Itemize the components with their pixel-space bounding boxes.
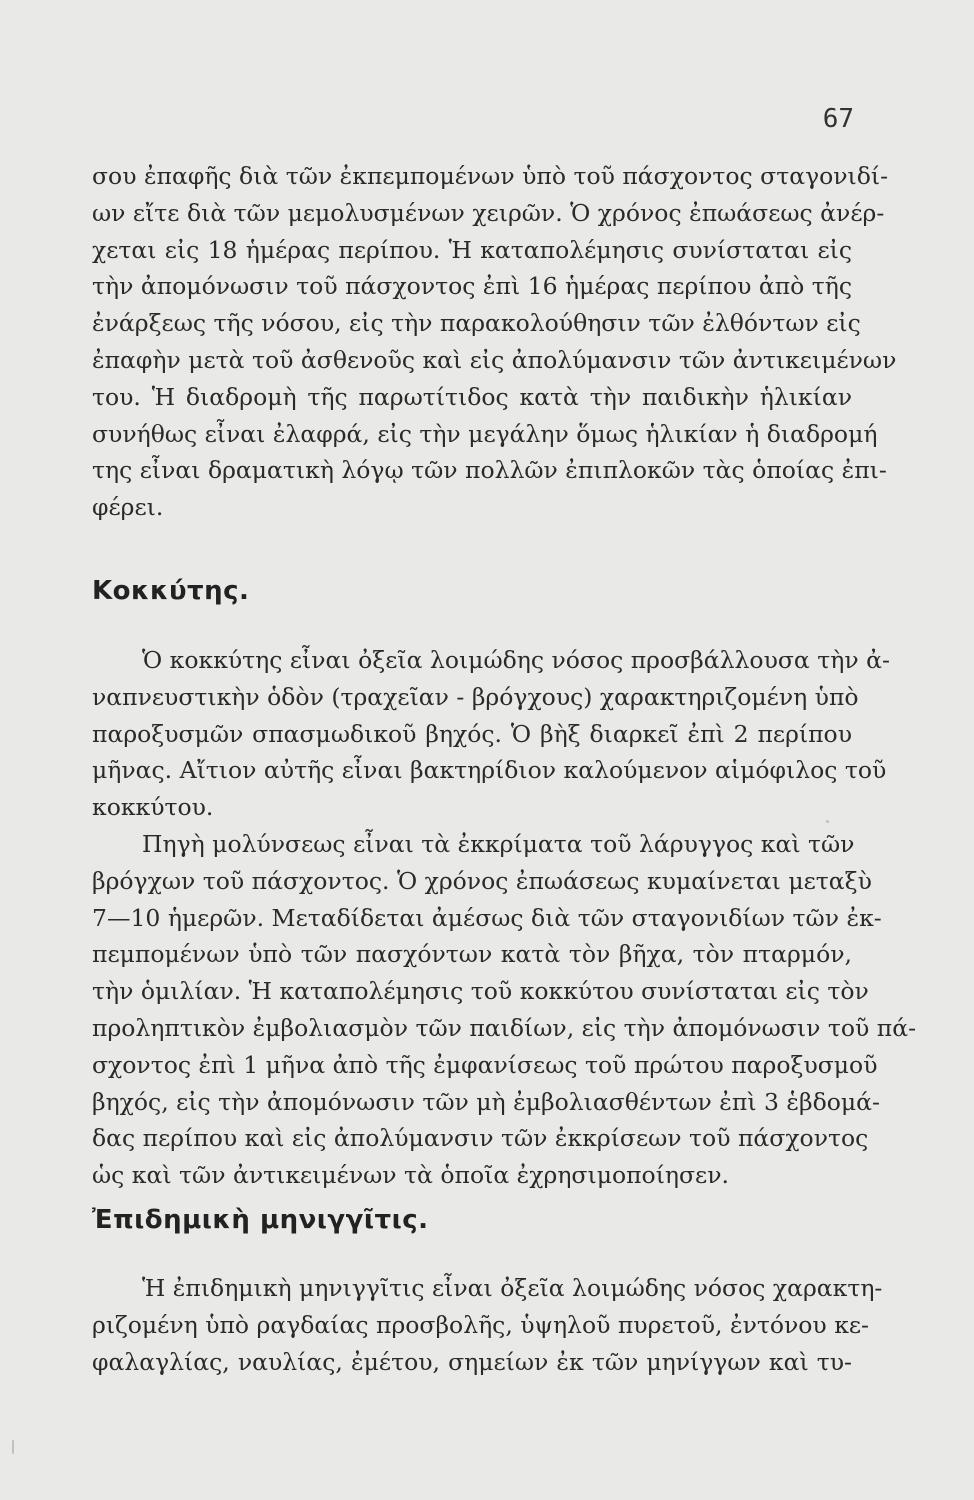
- text-line: Πηγὴ μολύνσεως εἶναι τὰ ἐκκρίματα τοῦ λάρυγγος καὶ τῶν: [142, 829, 855, 858]
- text-line: ἐπαφὴν μετὰ τοῦ ἀσθενοῦς καὶ εἰς ἀπολύμανσιν τῶν ἀντικειμένων: [92, 345, 897, 374]
- scan-speck: [12, 1440, 14, 1454]
- page-number: 67: [822, 104, 854, 134]
- text-line: χεται εἰς 18 ἡμέρας περίπου. Ἡ καταπολέμησις συνίσταται εἰς: [92, 235, 852, 264]
- section-heading-meningitis: Ἐπιδημικὴ μηνιγγῖτις.: [92, 1205, 429, 1235]
- text-line: φέρει.: [92, 493, 164, 522]
- text-line: του. Ἡ διαδρομὴ τῆς παρωτίτιδος κατὰ τὴν παιδικὴν ἡλικίαν: [92, 382, 852, 411]
- text-line: σχοντος ἐπὶ 1 μῆνα ἀπὸ τῆς ἐμφανίσεως τοῦ πρώτου παροξυσμοῦ: [92, 1050, 878, 1079]
- text-line: της εἶναι δραματικὴ λόγῳ τῶν πολλῶν ἐπιπλοκῶν τὰς ὁποίας ἐπι-: [92, 456, 887, 485]
- meningitis-paragraph: [92, 1270, 883, 1380]
- kokkytis-paragraph: [92, 642, 917, 1194]
- text-line: τὴν ἀπομόνωσιν τοῦ πάσχοντος ἐπὶ 16 ἡμέρας περίπου ἀπὸ τῆς: [92, 272, 853, 301]
- text-line: φαλαγλίας, ναυλίας, ἐμέτου, σημείων ἐκ τῶν μηνίγγων καὶ τυ-: [92, 1347, 852, 1376]
- text-line: 7—10 ἡμερῶν. Μεταδίδεται ἀμέσως διὰ τῶν σταγονιδίων τῶν ἐκ-: [92, 903, 882, 932]
- text-line: πεμπομένων ὑπὸ τῶν πασχόντων κατὰ τὸν βῆχα, τὸν πταρμόν,: [92, 940, 852, 969]
- text-line: μῆνας. Αἴτιον αὐτῆς εἶναι βακτηρίδιον καλούμενον αἱμόφιλος τοῦ: [92, 756, 887, 785]
- text-line: σου ἐπαφῆς διὰ τῶν ἐκπεμπομένων ὑπὸ τοῦ πάσχοντος σταγονιδί-: [92, 162, 889, 190]
- text-line: συνήθως εἶναι ἐλαφρά, εἰς τὴν μεγάλην ὅμως ἡλικίαν ἡ διαδρομή: [92, 419, 878, 448]
- text-line: ὡς καὶ τῶν ἀντικειμένων τὰ ὁποῖα ἐχρησιμοποίησεν.: [92, 1161, 729, 1190]
- text-line: ων εἴτε διὰ τῶν μεμολυσμένων χειρῶν. Ὁ χρόνος ἐπωάσεως ἀνέρ-: [92, 198, 885, 227]
- section-heading-kokkytis: Κοκκύτης.: [92, 576, 250, 606]
- text-line: ναπνευστικὴν ὁδὸν (τραχεῖαν - βρόγχους) χαρακτηριζομένη ὑπὸ: [92, 682, 859, 711]
- text-line: Ὁ κοκκύτης εἶναι ὀξεῖα λοιμώδης νόσος προσβάλλουσα τὴν ἀ-: [142, 646, 890, 674]
- text-line: προληπτικὸν ἐμβολιασμὸν τῶν παιδίων, εἰς τὴν ἀπομόνωσιν τοῦ πά-: [92, 1013, 917, 1042]
- text-line: παροξυσμῶν σπασμωδικοῦ βηχός. Ὁ βὴξ διαρκεῖ ἐπὶ 2 περίπου: [92, 719, 852, 748]
- text-line: δας περίπου καὶ εἰς ἀπολύμανσιν τῶν ἐκκρίσεων τοῦ πάσχοντος: [92, 1124, 869, 1153]
- text-line: κοκκύτου.: [92, 793, 214, 822]
- text-line: βηχός, εἰς τὴν ἀπομόνωσιν τῶν μὴ ἐμβολιασθέντων ἐπὶ 3 ἑβδομά-: [92, 1087, 880, 1116]
- text-line: βρόγχων τοῦ πάσχοντος. Ὁ χρόνος ἐπωάσεως κυμαίνεται μεταξὺ: [92, 866, 872, 895]
- text-line: Ἡ ἐπιδημικὴ μηνιγγῖτις εἶναι ὀξεῖα λοιμώδης νόσος χαρακτη-: [142, 1274, 883, 1302]
- intro-paragraph: [92, 158, 897, 526]
- text-line: ριζομένη ὑπὸ ραγδαίας προσβολῆς, ὑψηλοῦ πυρετοῦ, ἐντόνου κε-: [92, 1310, 869, 1339]
- text-line: τὴν ὁμιλίαν. Ἡ καταπολέμησις τοῦ κοκκύτου συνίσταται εἰς τὸν: [92, 977, 869, 1006]
- scan-speck: [826, 820, 829, 823]
- text-line: ἐνάρξεως τῆς νόσου, εἰς τὴν παρακολούθησιν τῶν ἐλθόντων εἰς: [92, 309, 861, 338]
